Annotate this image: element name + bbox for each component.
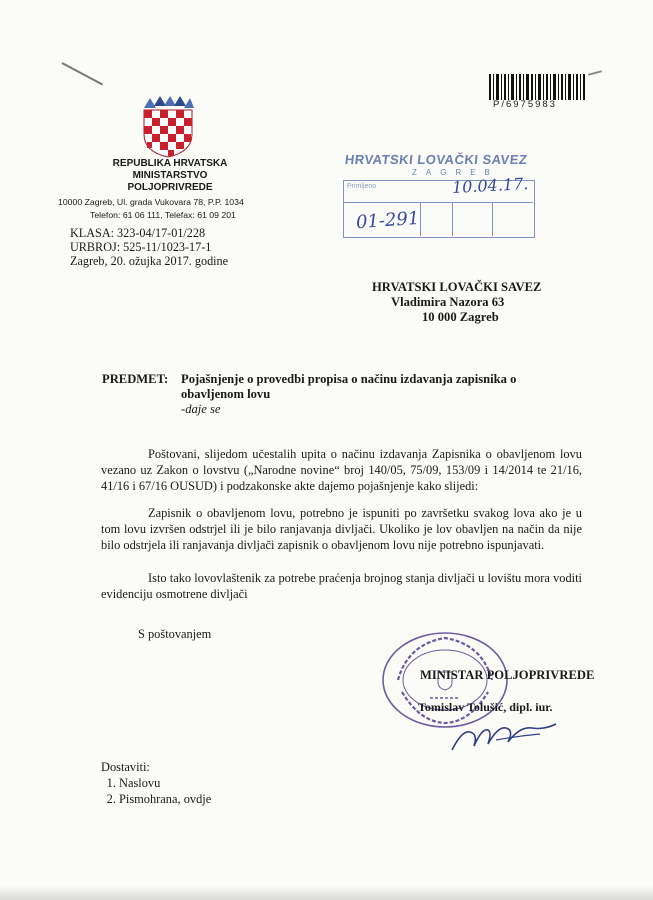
received-label: Primljeno <box>347 183 377 190</box>
republic-name: REPUBLIKA HRVATSKA <box>112 158 228 169</box>
delivery-item: 2. Pismohrana, ovdje <box>119 791 211 807</box>
subject-note: -daje se <box>181 402 221 416</box>
closing-greeting: S poštovanjem <box>138 627 212 641</box>
body-paragraph-1: Poštovani, slijedom učestalih upita o načinu izdavanja Zapisnika o obavljenom lovu vezano uz Zakon o lovstvu („Narodne novine“ broj 140/05, 75/09, 153/09 i 14/2014 te 21/16, 41/16 i 67/16 OUSUD) i podzakonske akte dajemo pojašnjenje kako slijedi: <box>101 447 582 493</box>
received-reference: 01-291 <box>355 207 420 234</box>
signatory-title: MINISTAR POLJOPRIVREDE <box>420 668 595 682</box>
stamp-divider <box>420 203 421 236</box>
scan-scratch-mark <box>62 62 104 85</box>
stamp-city: ZAGREB <box>412 168 499 177</box>
delivery-item: 1. Naslovu <box>119 775 211 791</box>
body-paragraph-2: Zapisnik o obavljenom lovu, potrebno je ispuniti po završetku svakog lova ako je u tom lovu izvršen odstrjel ili je bilo ranjavanja divljači. Ukoliko je lov obavljen na način da nije bilo odstrjela ili ranjavanja divljači zapisnik o obavljenom lovu nije potrebno ispunjavati. <box>101 506 582 552</box>
barcode-number: P/6975983 <box>493 100 583 110</box>
address-line: 10000 Zagreb, Ul. grada Vukovara 78, P.P. 1034 <box>58 197 244 207</box>
recipient-street: Vladimira Nazora 63 <box>391 295 505 309</box>
ministry-name: MINISTARSTVO POLJOPRIVREDE <box>127 170 213 193</box>
stamp-divider <box>452 203 453 236</box>
recipient-city: 10 000 Zagreb <box>422 310 499 324</box>
scan-scratch-mark <box>588 70 602 76</box>
letterhead-title <box>110 158 230 194</box>
date-line: Zagreb, 20. ožujka 2017. godine <box>70 254 229 268</box>
delivery-label: Dostaviti: <box>101 760 150 774</box>
subject-text: Pojašnjenje o provedbi propisa o načinu izdavanja zapisnika o obavljenom lovu <box>181 372 517 401</box>
stamp-org: HRVATSKI LOVAČKI SAVEZ <box>344 152 529 167</box>
phone-line: Telefon: 61 06 111, Telefax: 61 09 201 <box>90 209 236 220</box>
body-paragraph-3: Isto tako lovovlaštenik za potrebe praćenja brojnog stanja divljači u lovištu mora voditi evidenciju osmotrene divljači <box>101 571 582 601</box>
delivery-block <box>101 759 211 807</box>
received-date: 10.04.17. <box>451 174 529 197</box>
stamp-divider <box>492 203 493 236</box>
signatory-name: Tomislav Tolušić, dipl. iur. <box>418 700 553 714</box>
letterhead-address <box>58 196 298 221</box>
urbroj-line: URBROJ: 525-11/1023-17-1 <box>70 240 212 254</box>
scan-bottom-edge <box>0 886 653 900</box>
recipient-name: HRVATSKI LOVAČKI SAVEZ <box>372 280 542 294</box>
reference-block <box>70 226 228 268</box>
croatian-coat-of-arms-icon <box>138 96 198 158</box>
klasa-line: KLASA: 323-04/17-01/228 <box>70 226 206 240</box>
delivery-list <box>101 775 211 807</box>
recipient-block <box>372 280 541 325</box>
handwritten-signature <box>448 722 560 754</box>
subject-label: PREDMET: <box>102 372 169 386</box>
